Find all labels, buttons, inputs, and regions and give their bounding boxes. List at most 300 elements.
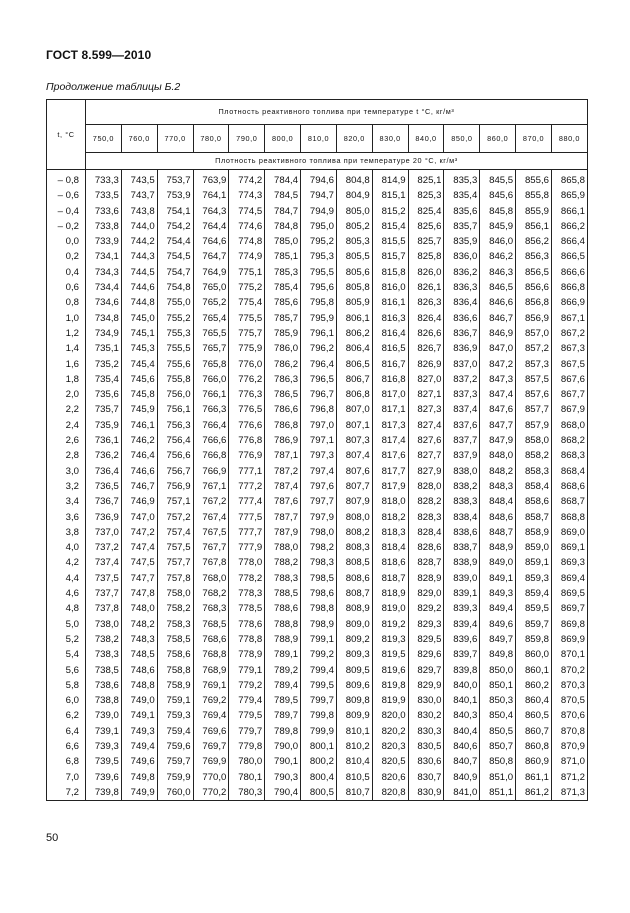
density-cell: 845,8 xyxy=(480,204,516,219)
density-cell: 796,7 xyxy=(301,387,337,402)
density-cell: 799,4 xyxy=(301,663,337,678)
density-cell: 808,2 xyxy=(336,525,372,540)
density-cell: 836,9 xyxy=(444,341,480,356)
density-cell: 770,0 xyxy=(193,770,229,785)
density-cell: 829,9 xyxy=(408,678,444,693)
density-cell: 819,0 xyxy=(372,601,408,616)
density-cell: 787,6 xyxy=(265,494,301,509)
density-cell: 779,1 xyxy=(229,663,265,678)
density-cell: 866,9 xyxy=(551,295,587,310)
density-cell: 815,2 xyxy=(372,204,408,219)
density-cell: 840,6 xyxy=(444,739,480,754)
density-cell: 780,3 xyxy=(229,785,265,801)
table-row xyxy=(47,479,588,494)
density-cell: 737,4 xyxy=(86,555,122,570)
density-cell: 856,2 xyxy=(516,234,552,249)
density-cell: 754,7 xyxy=(157,265,193,280)
density-cell: 849,0 xyxy=(480,555,516,570)
density-cell: 764,9 xyxy=(193,265,229,280)
density-cell: 818,2 xyxy=(372,510,408,525)
density-cell: 850,0 xyxy=(480,663,516,678)
density-cell: 788,3 xyxy=(265,571,301,586)
temperature-cell: 3,8 xyxy=(47,525,86,540)
density-cell: 805,0 xyxy=(336,204,372,219)
density-cell: 846,7 xyxy=(480,311,516,326)
density-cell: 768,3 xyxy=(193,601,229,616)
temperature-cell: 5,8 xyxy=(47,678,86,693)
density-cell: 733,5 xyxy=(86,188,122,203)
density-cell: 734,8 xyxy=(86,311,122,326)
density-cell: 736,2 xyxy=(86,448,122,463)
density-cell: 871,0 xyxy=(551,754,587,769)
density-cell: 754,8 xyxy=(157,280,193,295)
density-cell: 774,2 xyxy=(229,170,265,189)
density-cell: 758,9 xyxy=(157,678,193,693)
density-cell: 860,1 xyxy=(516,663,552,678)
temperature-cell: 5,2 xyxy=(47,632,86,647)
density-cell: 835,7 xyxy=(444,219,480,234)
density-cell: 800,2 xyxy=(301,754,337,769)
density-cell: 784,5 xyxy=(265,188,301,203)
density-cell: 805,3 xyxy=(336,234,372,249)
density-cell: 825,4 xyxy=(408,204,444,219)
density-cell: 745,3 xyxy=(121,341,157,356)
density-cell: 827,4 xyxy=(408,418,444,433)
density-cell: 785,0 xyxy=(265,234,301,249)
density-cell: 818,0 xyxy=(372,494,408,509)
density-cell: 867,3 xyxy=(551,341,587,356)
column-header-row xyxy=(47,125,588,153)
density-cell: 848,6 xyxy=(480,510,516,525)
density-cell: 847,0 xyxy=(480,341,516,356)
density-cell: 733,9 xyxy=(86,234,122,249)
temperature-cell: 2,6 xyxy=(47,433,86,448)
density-cell: 858,6 xyxy=(516,494,552,509)
column-header-cell: 830,0 xyxy=(372,125,408,153)
temperature-cell: 5,4 xyxy=(47,647,86,662)
column-header-cell: 770,0 xyxy=(157,125,193,153)
density-cell: 847,6 xyxy=(480,402,516,417)
density-cell: 756,1 xyxy=(157,402,193,417)
table-row xyxy=(47,170,588,189)
density-cell: 797,3 xyxy=(301,448,337,463)
density-cell: 737,5 xyxy=(86,571,122,586)
density-cell: 739,1 xyxy=(86,724,122,739)
density-cell: 786,5 xyxy=(265,387,301,402)
density-cell: 735,9 xyxy=(86,418,122,433)
density-cell: 797,7 xyxy=(301,494,337,509)
density-cell: 766,0 xyxy=(193,372,229,387)
density-cell: 809,9 xyxy=(336,708,372,723)
density-cell: 767,5 xyxy=(193,525,229,540)
table-row xyxy=(47,311,588,326)
density-cell: 787,2 xyxy=(265,464,301,479)
density-cell: 807,4 xyxy=(336,448,372,463)
table-row xyxy=(47,601,588,616)
density-cell: 835,3 xyxy=(444,170,480,189)
density-cell: 837,4 xyxy=(444,402,480,417)
density-cell: 804,9 xyxy=(336,188,372,203)
density-cell: 805,5 xyxy=(336,249,372,264)
temperature-cell: 4,0 xyxy=(47,540,86,555)
table-row xyxy=(47,525,588,540)
table-row xyxy=(47,372,588,387)
density-cell: 789,8 xyxy=(265,724,301,739)
density-cell: 743,7 xyxy=(121,188,157,203)
density-cell: 736,9 xyxy=(86,510,122,525)
density-cell: 828,2 xyxy=(408,494,444,509)
table-caption: Продолжение таблицы Б.2 xyxy=(46,81,181,93)
density-cell: 765,8 xyxy=(193,357,229,372)
density-cell: 787,1 xyxy=(265,448,301,463)
density-cell: 767,2 xyxy=(193,494,229,509)
density-cell: 799,9 xyxy=(301,724,337,739)
density-cell: 848,9 xyxy=(480,540,516,555)
density-cell: 778,2 xyxy=(229,571,265,586)
table-row xyxy=(47,678,588,693)
density-cell: 774,6 xyxy=(229,219,265,234)
density-cell: 820,0 xyxy=(372,708,408,723)
density-cell: 787,9 xyxy=(265,525,301,540)
table-row xyxy=(47,724,588,739)
temperature-cell: 1,6 xyxy=(47,357,86,372)
density-cell: 808,7 xyxy=(336,586,372,601)
density-cell: 766,8 xyxy=(193,448,229,463)
density-cell: 818,7 xyxy=(372,571,408,586)
density-cell: 858,2 xyxy=(516,448,552,463)
density-cell: 806,8 xyxy=(336,387,372,402)
density-cell: 830,3 xyxy=(408,724,444,739)
density-cell: 757,7 xyxy=(157,555,193,570)
density-cell: 870,9 xyxy=(551,739,587,754)
density-cell: 870,8 xyxy=(551,724,587,739)
column-header-cell: 820,0 xyxy=(336,125,372,153)
density-cell: 758,6 xyxy=(157,647,193,662)
density-cell: 820,2 xyxy=(372,724,408,739)
density-cell: 747,8 xyxy=(121,586,157,601)
density-cell: 745,4 xyxy=(121,357,157,372)
temperature-cell: 6,6 xyxy=(47,739,86,754)
density-cell: 838,9 xyxy=(444,555,480,570)
density-cell: 826,1 xyxy=(408,280,444,295)
density-cell: 806,2 xyxy=(336,326,372,341)
density-cell: 837,9 xyxy=(444,448,480,463)
density-cell: 785,9 xyxy=(265,326,301,341)
density-cell: 859,1 xyxy=(516,555,552,570)
table-row xyxy=(47,510,588,525)
density-cell: 867,2 xyxy=(551,326,587,341)
density-cell: 829,7 xyxy=(408,663,444,678)
density-cell: 738,3 xyxy=(86,647,122,662)
density-cell: 815,8 xyxy=(372,265,408,280)
density-cell: 809,5 xyxy=(336,663,372,678)
density-cell: 837,0 xyxy=(444,357,480,372)
temperature-cell: 7,0 xyxy=(47,770,86,785)
density-cell: 796,4 xyxy=(301,357,337,372)
column-header-cell: 760,0 xyxy=(121,125,157,153)
density-cell: 763,9 xyxy=(193,170,229,189)
density-cell: 746,1 xyxy=(121,418,157,433)
density-cell: 749,4 xyxy=(121,739,157,754)
density-cell: 837,3 xyxy=(444,387,480,402)
temperature-cell: 6,4 xyxy=(47,724,86,739)
density-cell: 836,7 xyxy=(444,326,480,341)
density-cell: 828,3 xyxy=(408,510,444,525)
table-row xyxy=(47,739,588,754)
density-cell: 817,9 xyxy=(372,479,408,494)
density-cell: 786,8 xyxy=(265,418,301,433)
density-cell: 849,3 xyxy=(480,586,516,601)
density-cell: 816,1 xyxy=(372,295,408,310)
density-cell: 828,4 xyxy=(408,525,444,540)
density-cell: 818,9 xyxy=(372,586,408,601)
density-cell: 868,2 xyxy=(551,433,587,448)
density-cell: 870,6 xyxy=(551,708,587,723)
density-cell: 775,1 xyxy=(229,265,265,280)
density-cell: 861,2 xyxy=(516,785,552,801)
table-row xyxy=(47,341,588,356)
column-header-cell: 870,0 xyxy=(516,125,552,153)
density-cell: 865,9 xyxy=(551,188,587,203)
density-cell: 818,4 xyxy=(372,540,408,555)
density-cell: 749,6 xyxy=(121,754,157,769)
table-row xyxy=(47,448,588,463)
density-cell: 806,5 xyxy=(336,357,372,372)
density-cell: 809,8 xyxy=(336,693,372,708)
density-cell: 869,7 xyxy=(551,601,587,616)
density-cell: 786,0 xyxy=(265,341,301,356)
density-cell: 799,8 xyxy=(301,708,337,723)
density-header-top: Плотность реактивного топлива при температуре t °C, кг/м³ xyxy=(86,100,588,125)
density-cell: 855,6 xyxy=(516,170,552,189)
column-header-cell: 860,0 xyxy=(480,125,516,153)
density-cell: 755,6 xyxy=(157,357,193,372)
temperature-cell: 0,0 xyxy=(47,234,86,249)
density-cell: 870,5 xyxy=(551,693,587,708)
density-cell: 794,6 xyxy=(301,170,337,189)
density-cell: 817,0 xyxy=(372,387,408,402)
density-cell: 795,2 xyxy=(301,234,337,249)
density-cell: 817,4 xyxy=(372,433,408,448)
density-cell: 753,9 xyxy=(157,188,193,203)
density-cell: 851,1 xyxy=(480,785,516,801)
density-cell: 733,3 xyxy=(86,170,122,189)
density-cell: 736,1 xyxy=(86,433,122,448)
density-cell: 777,9 xyxy=(229,540,265,555)
density-cell: 860,9 xyxy=(516,754,552,769)
density-cell: 776,8 xyxy=(229,433,265,448)
density-cell: 851,0 xyxy=(480,770,516,785)
density-cell: 734,4 xyxy=(86,280,122,295)
density-cell: 839,6 xyxy=(444,632,480,647)
density-header-bottom: Плотность реактивного топлива при температуре 20 °C, кг/м³ xyxy=(86,153,588,170)
column-header-cell: 780,0 xyxy=(193,125,229,153)
density-cell: 839,0 xyxy=(444,571,480,586)
density-cell: 754,2 xyxy=(157,219,193,234)
density-cell: 830,0 xyxy=(408,693,444,708)
density-cell: 867,7 xyxy=(551,387,587,402)
density-cell: 748,0 xyxy=(121,601,157,616)
density-cell: 753,7 xyxy=(157,170,193,189)
density-cell: 839,4 xyxy=(444,617,480,632)
table-row xyxy=(47,280,588,295)
density-cell: 758,5 xyxy=(157,632,193,647)
density-cell: 849,4 xyxy=(480,601,516,616)
density-cell: 777,5 xyxy=(229,510,265,525)
density-cell: 768,6 xyxy=(193,632,229,647)
density-cell: 774,3 xyxy=(229,188,265,203)
density-cell: 788,6 xyxy=(265,601,301,616)
density-cell: 767,1 xyxy=(193,479,229,494)
density-cell: 760,0 xyxy=(157,785,193,801)
density-cell: 836,0 xyxy=(444,249,480,264)
density-cell: 774,8 xyxy=(229,234,265,249)
density-cell: 799,5 xyxy=(301,678,337,693)
density-cell: 850,1 xyxy=(480,678,516,693)
density-cell: 797,9 xyxy=(301,510,337,525)
density-cell: 749,9 xyxy=(121,785,157,801)
density-cell: 819,3 xyxy=(372,632,408,647)
density-cell: 779,4 xyxy=(229,693,265,708)
density-cell: 780,0 xyxy=(229,754,265,769)
density-cell: 765,4 xyxy=(193,311,229,326)
density-cell: 737,8 xyxy=(86,601,122,616)
density-cell: 836,4 xyxy=(444,295,480,310)
density-cell: 830,2 xyxy=(408,708,444,723)
density-cell: 810,7 xyxy=(336,785,372,801)
column-header-cell: 850,0 xyxy=(444,125,480,153)
density-cell: 733,6 xyxy=(86,204,122,219)
column-header-cell: 800,0 xyxy=(265,125,301,153)
density-cell: 737,2 xyxy=(86,540,122,555)
density-cell: 784,8 xyxy=(265,219,301,234)
density-cell: 736,5 xyxy=(86,479,122,494)
density-cell: 775,2 xyxy=(229,280,265,295)
density-cell: 765,0 xyxy=(193,280,229,295)
density-cell: 757,2 xyxy=(157,510,193,525)
temperature-cell: 2,2 xyxy=(47,402,86,417)
density-cell: 838,3 xyxy=(444,494,480,509)
density-cell: 749,3 xyxy=(121,724,157,739)
density-cell: 848,3 xyxy=(480,479,516,494)
density-cell: 810,2 xyxy=(336,739,372,754)
density-cell: 808,3 xyxy=(336,540,372,555)
density-cell: 788,2 xyxy=(265,555,301,570)
density-cell: 796,5 xyxy=(301,372,337,387)
density-cell: 786,3 xyxy=(265,372,301,387)
density-cell: 868,8 xyxy=(551,510,587,525)
density-cell: 870,2 xyxy=(551,663,587,678)
density-cell: 798,8 xyxy=(301,601,337,616)
density-cell: 804,8 xyxy=(336,170,372,189)
temperature-cell: 5,6 xyxy=(47,663,86,678)
density-cell: 776,9 xyxy=(229,448,265,463)
density-cell: 800,4 xyxy=(301,770,337,785)
density-cell: 785,1 xyxy=(265,249,301,264)
density-cell: 857,0 xyxy=(516,326,552,341)
density-cell: 810,5 xyxy=(336,770,372,785)
density-cell: 866,4 xyxy=(551,234,587,249)
density-cell: 766,1 xyxy=(193,387,229,402)
density-cell: 797,6 xyxy=(301,479,337,494)
density-cell: 786,2 xyxy=(265,357,301,372)
density-cell: 769,4 xyxy=(193,708,229,723)
density-cell: 830,6 xyxy=(408,754,444,769)
density-cell: 756,9 xyxy=(157,479,193,494)
density-cell: 788,0 xyxy=(265,540,301,555)
document-code: ГОСТ 8.599—2010 xyxy=(46,48,152,62)
column-header-cell: 750,0 xyxy=(86,125,122,153)
density-cell: 734,3 xyxy=(86,265,122,280)
density-cell: 797,4 xyxy=(301,464,337,479)
density-cell: 846,5 xyxy=(480,280,516,295)
density-cell: 847,4 xyxy=(480,387,516,402)
table-row xyxy=(47,663,588,678)
density-cell: 830,5 xyxy=(408,739,444,754)
density-cell: 747,4 xyxy=(121,540,157,555)
density-cell: 776,3 xyxy=(229,387,265,402)
density-cell: 756,4 xyxy=(157,433,193,448)
density-cell: 799,7 xyxy=(301,693,337,708)
density-cell: 859,4 xyxy=(516,586,552,601)
density-cell: 748,8 xyxy=(121,678,157,693)
density-cell: 840,0 xyxy=(444,678,480,693)
density-cell: 790,3 xyxy=(265,770,301,785)
temperature-cell: – 0,6 xyxy=(47,188,86,203)
density-cell: 839,8 xyxy=(444,663,480,678)
density-cell: 744,2 xyxy=(121,234,157,249)
density-cell: 826,7 xyxy=(408,341,444,356)
density-cell: 735,4 xyxy=(86,372,122,387)
density-cell: 830,9 xyxy=(408,785,444,801)
density-cell: 857,7 xyxy=(516,402,552,417)
density-cell: 748,2 xyxy=(121,617,157,632)
density-cell: 817,6 xyxy=(372,448,408,463)
density-cell: 839,7 xyxy=(444,647,480,662)
density-cell: 837,2 xyxy=(444,372,480,387)
density-cell: 856,6 xyxy=(516,280,552,295)
density-cell: 815,5 xyxy=(372,234,408,249)
density-cell: 734,6 xyxy=(86,295,122,310)
density-cell: 785,7 xyxy=(265,311,301,326)
table-row xyxy=(47,433,588,448)
density-cell: 817,3 xyxy=(372,418,408,433)
density-cell: 769,9 xyxy=(193,754,229,769)
table-row xyxy=(47,708,588,723)
density-cell: 743,5 xyxy=(121,170,157,189)
density-cell: 798,6 xyxy=(301,586,337,601)
density-cell: 870,1 xyxy=(551,647,587,662)
density-cell: 826,9 xyxy=(408,357,444,372)
density-cell: 738,6 xyxy=(86,678,122,693)
temperature-cell: 6,2 xyxy=(47,708,86,723)
density-cell: 768,0 xyxy=(193,571,229,586)
table-row xyxy=(47,632,588,647)
density-cell: 796,8 xyxy=(301,402,337,417)
density-cell: 765,7 xyxy=(193,341,229,356)
density-cell: 866,6 xyxy=(551,265,587,280)
density-cell: 825,8 xyxy=(408,249,444,264)
density-cell: 816,5 xyxy=(372,341,408,356)
density-cell: 746,2 xyxy=(121,433,157,448)
density-cell: 860,5 xyxy=(516,708,552,723)
density-cell: 737,0 xyxy=(86,525,122,540)
density-cell: 838,6 xyxy=(444,525,480,540)
density-cell: 805,8 xyxy=(336,280,372,295)
density-cell: 733,8 xyxy=(86,219,122,234)
density-cell: 786,6 xyxy=(265,402,301,417)
density-cell: 755,2 xyxy=(157,311,193,326)
